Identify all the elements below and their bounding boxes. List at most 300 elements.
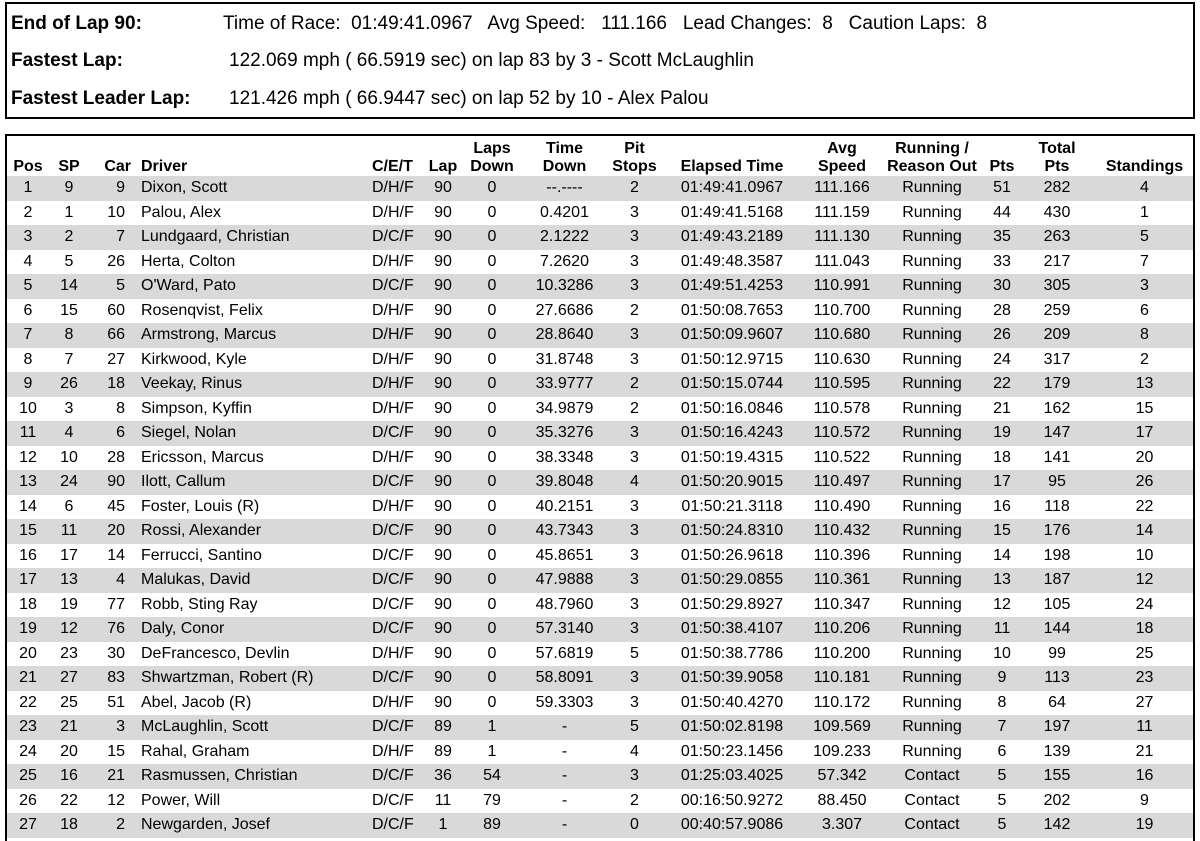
standings-cell: 3 <box>1140 277 1149 295</box>
time-down-cell: 59.3303 <box>535 693 594 711</box>
standings-cell: 18 <box>1135 620 1154 638</box>
pit-stops-cell: 3 <box>630 203 639 221</box>
total-pts-cell: 282 <box>1043 179 1071 197</box>
results-table-box <box>5 134 1195 841</box>
lap-cell: 90 <box>434 179 452 197</box>
header-elapsed-time: Elapsed Time <box>680 158 784 175</box>
pts-cell: 15 <box>993 522 1011 540</box>
pts-cell: 22 <box>993 375 1011 393</box>
avg-speed-cell: 110.991 <box>813 277 871 295</box>
cet-cell: D/C/F <box>372 228 414 246</box>
avg-speed-cell: 111.130 <box>814 228 870 246</box>
time-down-cell: 39.8048 <box>535 473 594 491</box>
results-table <box>7 136 1195 838</box>
cet-cell: D/C/F <box>372 277 414 295</box>
car-cell: 77 <box>107 595 125 613</box>
running-reason-cell: Running <box>902 669 962 687</box>
total-pts-cell: 142 <box>1043 816 1071 834</box>
pts-cell: 12 <box>993 595 1011 613</box>
total-pts-cell: 105 <box>1043 595 1071 613</box>
pts-cell: 35 <box>993 228 1011 246</box>
cet-cell: D/C/F <box>372 473 414 491</box>
driver-cell: Ilott, Callum <box>141 473 226 491</box>
running-reason-cell: Running <box>902 424 962 442</box>
pos-cell: 12 <box>19 448 37 466</box>
lap-cell: 90 <box>434 522 452 540</box>
pts-cell: 5 <box>997 791 1007 809</box>
time-down-cell: 2.1222 <box>540 228 589 246</box>
table-row <box>7 666 1195 691</box>
car-cell: 3 <box>116 718 125 736</box>
car-cell: 6 <box>116 424 125 442</box>
table-row <box>7 764 1195 789</box>
sp-cell: 19 <box>60 595 78 613</box>
time-down-cell: 34.9879 <box>535 399 594 417</box>
driver-cell: Veekay, Rinus <box>141 375 243 393</box>
header-time-down: Time Down <box>542 140 587 175</box>
standings-cell: 10 <box>1135 546 1154 564</box>
driver-cell: Abel, Jacob (R) <box>141 693 252 711</box>
car-cell: 28 <box>107 448 125 466</box>
header-driver: Driver <box>141 158 188 175</box>
pit-stops-cell: 3 <box>630 693 639 711</box>
time-down-cell: 48.7960 <box>535 595 594 613</box>
pos-cell: 16 <box>19 546 37 564</box>
laps-down-cell: 0 <box>487 571 497 589</box>
pts-cell: 28 <box>993 301 1011 319</box>
fastest-leader-lap-label: Fastest Leader Lap: <box>11 88 191 109</box>
avg-speed-cell: 57.342 <box>817 767 867 785</box>
header-pit-stops: Pit Stops <box>612 140 657 175</box>
standings-cell: 16 <box>1135 767 1154 785</box>
driver-cell: Ericsson, Marcus <box>141 448 264 466</box>
sp-cell: 21 <box>60 718 78 736</box>
cet-cell: D/C/F <box>372 571 414 589</box>
lap-cell: 89 <box>434 742 452 760</box>
pit-stops-cell: 3 <box>630 277 639 295</box>
car-cell: 45 <box>107 497 125 515</box>
race-summary-box <box>5 2 1195 119</box>
driver-cell: Dixon, Scott <box>141 179 228 197</box>
sp-cell: 22 <box>60 791 78 809</box>
time-down-cell: 35.3276 <box>535 424 594 442</box>
lap-cell: 90 <box>434 277 452 295</box>
time-down-cell: 57.3140 <box>535 620 594 638</box>
elapsed-time-cell: 01:49:48.3587 <box>680 252 784 270</box>
driver-cell: Rasmussen, Christian <box>141 767 298 785</box>
pit-stops-cell: 2 <box>630 301 639 319</box>
pts-cell: 10 <box>993 644 1011 662</box>
lap-cell: 90 <box>434 448 452 466</box>
table-row <box>7 299 1195 324</box>
pos-cell: 5 <box>23 277 33 295</box>
lap-cell: 11 <box>434 791 452 809</box>
standings-cell: 25 <box>1135 644 1154 662</box>
table-row <box>7 495 1195 520</box>
standings-cell: 7 <box>1140 252 1149 270</box>
avg-speed-cell: 110.497 <box>813 473 871 491</box>
cet-cell: D/H/F <box>372 693 414 711</box>
car-cell: 26 <box>107 252 125 270</box>
car-cell: 21 <box>107 767 125 785</box>
running-reason-cell: Running <box>902 522 962 540</box>
pts-cell: 6 <box>997 742 1007 760</box>
pos-cell: 9 <box>23 375 33 393</box>
laps-down-cell: 79 <box>483 791 501 809</box>
standings-cell: 17 <box>1135 424 1154 442</box>
table-row <box>7 348 1195 373</box>
pos-cell: 7 <box>23 326 33 344</box>
pos-cell: 13 <box>19 473 37 491</box>
header-cet: C/E/T <box>372 158 413 175</box>
cet-cell: D/H/F <box>372 203 414 221</box>
total-pts-cell: 64 <box>1048 693 1066 711</box>
pos-cell: 8 <box>23 350 33 368</box>
elapsed-time-cell: 00:16:50.9272 <box>680 791 784 809</box>
driver-cell: Lundgaard, Christian <box>141 228 290 246</box>
car-cell: 90 <box>107 473 125 491</box>
sp-cell: 4 <box>64 424 74 442</box>
running-reason-cell: Running <box>902 693 962 711</box>
running-reason-cell: Running <box>902 448 962 466</box>
cet-cell: D/H/F <box>372 644 414 662</box>
table-row <box>7 274 1195 299</box>
pit-stops-cell: 3 <box>630 620 639 638</box>
pit-stops-cell: 3 <box>630 767 639 785</box>
standings-cell: 19 <box>1135 816 1154 834</box>
running-reason-cell: Running <box>902 203 962 221</box>
pts-cell: 24 <box>993 350 1011 368</box>
running-reason-cell: Running <box>902 301 962 319</box>
sp-cell: 3 <box>64 399 74 417</box>
lap-cell: 90 <box>434 326 452 344</box>
total-pts-cell: 197 <box>1043 718 1071 736</box>
cet-cell: D/H/F <box>372 326 414 344</box>
table-row <box>7 642 1195 667</box>
sp-cell: 9 <box>64 179 74 197</box>
summary-row-lap <box>7 5 1193 43</box>
pit-stops-cell: 4 <box>630 742 639 760</box>
table-row <box>7 593 1195 618</box>
table-row <box>7 544 1195 569</box>
driver-cell: Palou, Alex <box>141 203 222 221</box>
standings-cell: 9 <box>1140 791 1149 809</box>
car-cell: 8 <box>116 399 125 417</box>
sp-cell: 10 <box>60 448 78 466</box>
running-reason-cell: Running <box>902 350 962 368</box>
lap-cell: 90 <box>434 571 452 589</box>
pts-cell: 17 <box>993 473 1011 491</box>
laps-down-cell: 0 <box>487 179 497 197</box>
running-reason-cell: Running <box>902 718 962 736</box>
total-pts-cell: 113 <box>1044 669 1070 687</box>
fastest-lap-label: Fastest Lap: <box>11 50 123 71</box>
standings-cell: 5 <box>1140 228 1149 246</box>
pos-cell: 20 <box>19 644 37 662</box>
pos-cell: 18 <box>19 595 37 613</box>
standings-cell: 15 <box>1135 399 1154 417</box>
pos-cell: 3 <box>23 228 33 246</box>
sp-cell: 1 <box>64 203 74 221</box>
pts-cell: 11 <box>993 620 1011 638</box>
sp-cell: 7 <box>64 350 74 368</box>
results-table-body <box>7 176 1195 838</box>
driver-cell: Foster, Louis (R) <box>141 497 260 515</box>
time-down-cell: 27.6686 <box>535 301 594 319</box>
total-pts-cell: 99 <box>1048 644 1066 662</box>
time-down-cell: - <box>561 742 568 760</box>
standings-cell: 12 <box>1135 571 1154 589</box>
sp-cell: 20 <box>60 742 78 760</box>
sp-cell: 15 <box>60 301 78 319</box>
car-cell: 30 <box>107 644 125 662</box>
pit-stops-cell: 3 <box>630 522 639 540</box>
driver-cell: Rahal, Graham <box>141 742 250 760</box>
pos-cell: 14 <box>19 497 37 515</box>
fastest-lap-info: 122.069 mph ( 66.5919 sec) on lap 83 by 3 - Scott McLaughlin <box>229 50 754 71</box>
pts-cell: 7 <box>997 718 1007 736</box>
driver-cell: Armstrong, Marcus <box>141 326 277 344</box>
sp-cell: 5 <box>64 252 74 270</box>
pit-stops-cell: 3 <box>630 252 639 270</box>
time-down-cell: 43.7343 <box>535 522 594 540</box>
cet-cell: D/C/F <box>372 424 414 442</box>
driver-cell: Kirkwood, Kyle <box>141 350 247 368</box>
pts-cell: 30 <box>993 277 1011 295</box>
total-pts-cell: 305 <box>1043 277 1071 295</box>
sp-cell: 24 <box>60 473 78 491</box>
sp-cell: 25 <box>60 693 78 711</box>
driver-cell: Simpson, Kyffin <box>141 399 252 417</box>
laps-down-cell: 0 <box>487 252 497 270</box>
pts-cell: 51 <box>993 179 1011 197</box>
table-row <box>7 397 1195 422</box>
total-pts-cell: 263 <box>1043 228 1071 246</box>
avg-speed-cell: 110.522 <box>813 448 871 466</box>
lap-cell: 90 <box>434 350 452 368</box>
laps-down-cell: 0 <box>487 228 497 246</box>
total-pts-cell: 217 <box>1043 252 1071 270</box>
pts-cell: 33 <box>993 252 1011 270</box>
sp-cell: 26 <box>60 375 78 393</box>
pos-cell: 22 <box>19 693 37 711</box>
lap-cell: 90 <box>434 252 452 270</box>
driver-cell: O'Ward, Pato <box>141 277 236 295</box>
cet-cell: D/C/F <box>372 595 414 613</box>
running-reason-cell: Running <box>902 252 962 270</box>
standings-cell: 11 <box>1136 718 1153 736</box>
total-pts-cell: 209 <box>1043 326 1071 344</box>
avg-speed-cell: 110.595 <box>813 375 871 393</box>
laps-down-cell: 0 <box>487 595 497 613</box>
elapsed-time-cell: 01:49:51.4253 <box>680 277 784 295</box>
time-down-cell: 45.8651 <box>535 546 594 564</box>
car-cell: 14 <box>107 546 125 564</box>
driver-cell: DeFrancesco, Devlin <box>141 644 290 662</box>
pos-cell: 17 <box>19 571 37 589</box>
header-avg-speed: Avg Speed <box>817 140 866 175</box>
table-row <box>7 446 1195 471</box>
pts-cell: 18 <box>993 448 1011 466</box>
total-pts-cell: 95 <box>1048 473 1066 491</box>
pos-cell: 1 <box>23 179 33 197</box>
sp-cell: 8 <box>64 326 74 344</box>
cet-cell: D/H/F <box>372 448 414 466</box>
pit-stops-cell: 2 <box>630 791 639 809</box>
car-cell: 5 <box>116 277 125 295</box>
lap-cell: 90 <box>434 546 452 564</box>
avg-speed-cell: 110.578 <box>813 399 871 417</box>
laps-down-cell: 0 <box>487 399 497 417</box>
table-row <box>7 519 1195 544</box>
standings-cell: 13 <box>1135 375 1154 393</box>
elapsed-time-cell: 01:50:20.9015 <box>680 473 784 491</box>
header-total-pts: Total Pts <box>1038 140 1076 175</box>
time-down-cell: 47.9888 <box>535 571 594 589</box>
pos-cell: 27 <box>19 816 37 834</box>
avg-speed-cell: 88.450 <box>817 791 867 809</box>
standings-cell: 6 <box>1140 301 1149 319</box>
running-reason-cell: Running <box>902 742 962 760</box>
pit-stops-cell: 0 <box>630 816 639 834</box>
laps-down-cell: 0 <box>487 497 497 515</box>
lap-cell: 90 <box>434 228 452 246</box>
lap-cell: 90 <box>434 203 452 221</box>
driver-cell: Herta, Colton <box>141 252 236 270</box>
cet-cell: D/C/F <box>372 816 414 834</box>
laps-down-cell: 0 <box>487 424 497 442</box>
avg-speed-cell: 110.347 <box>813 595 871 613</box>
table-row <box>7 813 1195 838</box>
header-car: Car <box>104 158 131 175</box>
cet-cell: D/H/F <box>372 350 414 368</box>
sp-cell: 27 <box>60 669 78 687</box>
running-reason-cell: Running <box>902 571 962 589</box>
car-cell: 9 <box>116 179 125 197</box>
table-row <box>7 372 1195 397</box>
laps-down-cell: 0 <box>487 326 497 344</box>
laps-down-cell: 0 <box>487 350 497 368</box>
table-row <box>7 421 1195 446</box>
time-down-cell: - <box>561 767 568 785</box>
pos-cell: 19 <box>19 620 37 638</box>
avg-speed-cell: 110.572 <box>813 424 871 442</box>
lap-cell: 89 <box>434 718 452 736</box>
time-down-cell: 28.8640 <box>535 326 594 344</box>
pts-cell: 8 <box>997 693 1007 711</box>
lap-cell: 90 <box>434 473 452 491</box>
car-cell: 60 <box>107 301 125 319</box>
pts-cell: 14 <box>993 546 1011 564</box>
standings-cell: 1 <box>1140 203 1149 221</box>
time-down-cell: 38.3348 <box>535 448 594 466</box>
avg-speed-cell: 110.432 <box>813 522 871 540</box>
laps-down-cell: 0 <box>487 375 497 393</box>
laps-down-cell: 0 <box>487 277 497 295</box>
pts-cell: 5 <box>997 816 1007 834</box>
total-pts-cell: 155 <box>1043 767 1071 785</box>
table-row <box>7 323 1195 348</box>
pos-cell: 11 <box>19 424 37 442</box>
cet-cell: D/C/F <box>372 522 414 540</box>
avg-speed-cell: 109.233 <box>813 742 871 760</box>
running-reason-cell: Running <box>902 497 962 515</box>
sp-cell: 23 <box>60 644 78 662</box>
pos-cell: 10 <box>19 399 37 417</box>
running-reason-cell: Contact <box>904 816 960 834</box>
table-row <box>7 201 1195 226</box>
avg-speed-cell: 110.200 <box>813 644 871 662</box>
time-down-cell: 58.8091 <box>535 669 594 687</box>
driver-cell: McLaughlin, Scott <box>141 718 269 736</box>
table-row <box>7 568 1195 593</box>
lap-cell: 90 <box>434 375 452 393</box>
elapsed-time-cell: 01:50:26.9618 <box>680 546 784 564</box>
header-lap: Lap <box>428 158 458 175</box>
running-reason-cell: Running <box>902 595 962 613</box>
total-pts-cell: 139 <box>1043 742 1071 760</box>
standings-cell: 20 <box>1135 448 1154 466</box>
driver-cell: Ferrucci, Santino <box>141 546 262 564</box>
driver-cell: Daly, Conor <box>141 620 225 638</box>
lap-cell: 90 <box>434 424 452 442</box>
car-cell: 83 <box>107 669 125 687</box>
pos-cell: 6 <box>23 301 33 319</box>
elapsed-time-cell: 01:50:19.4315 <box>680 448 784 466</box>
lap-cell: 90 <box>434 620 452 638</box>
laps-down-cell: 0 <box>487 473 497 491</box>
pos-cell: 25 <box>19 767 37 785</box>
lap-cell: 90 <box>434 693 452 711</box>
avg-speed-cell: 3.307 <box>821 816 863 834</box>
pos-cell: 4 <box>23 252 33 270</box>
elapsed-time-cell: 01:49:41.5168 <box>680 203 784 221</box>
cet-cell: D/C/F <box>372 620 414 638</box>
driver-cell: Power, Will <box>141 791 221 809</box>
avg-speed-cell: 110.630 <box>813 350 871 368</box>
driver-cell: Robb, Sting Ray <box>141 595 258 613</box>
car-cell: 51 <box>107 693 125 711</box>
lap-cell: 90 <box>434 399 452 417</box>
running-reason-cell: Running <box>902 228 962 246</box>
laps-down-cell: 0 <box>487 620 497 638</box>
header-pos: Pos <box>13 158 43 175</box>
header-pts: Pts <box>989 158 1015 175</box>
pos-cell: 15 <box>19 522 37 540</box>
avg-speed-cell: 110.172 <box>813 693 871 711</box>
fastest-leader-lap-info: 121.426 mph ( 66.9447 sec) on lap 52 by 10 - Alex Palou <box>229 88 709 109</box>
pit-stops-cell: 2 <box>630 179 639 197</box>
elapsed-time-cell: 01:50:29.8927 <box>680 595 784 613</box>
total-pts-cell: 430 <box>1043 203 1071 221</box>
pos-cell: 23 <box>19 718 37 736</box>
standings-cell: 4 <box>1140 179 1149 197</box>
running-reason-cell: Running <box>902 277 962 295</box>
pts-cell: 16 <box>993 497 1011 515</box>
avg-speed-cell: 111.159 <box>814 203 870 221</box>
avg-speed-cell: 110.396 <box>813 546 871 564</box>
elapsed-time-cell: 01:49:43.2189 <box>680 228 784 246</box>
car-cell: 76 <box>107 620 125 638</box>
avg-speed-cell: 110.700 <box>813 301 871 319</box>
cet-cell: D/H/F <box>372 179 414 197</box>
car-cell: 2 <box>116 816 125 834</box>
time-down-cell: - <box>561 791 568 809</box>
pos-cell: 24 <box>19 742 37 760</box>
time-down-cell: - <box>561 718 568 736</box>
sp-cell: 18 <box>60 816 78 834</box>
header-standings: Standings <box>1105 158 1184 175</box>
